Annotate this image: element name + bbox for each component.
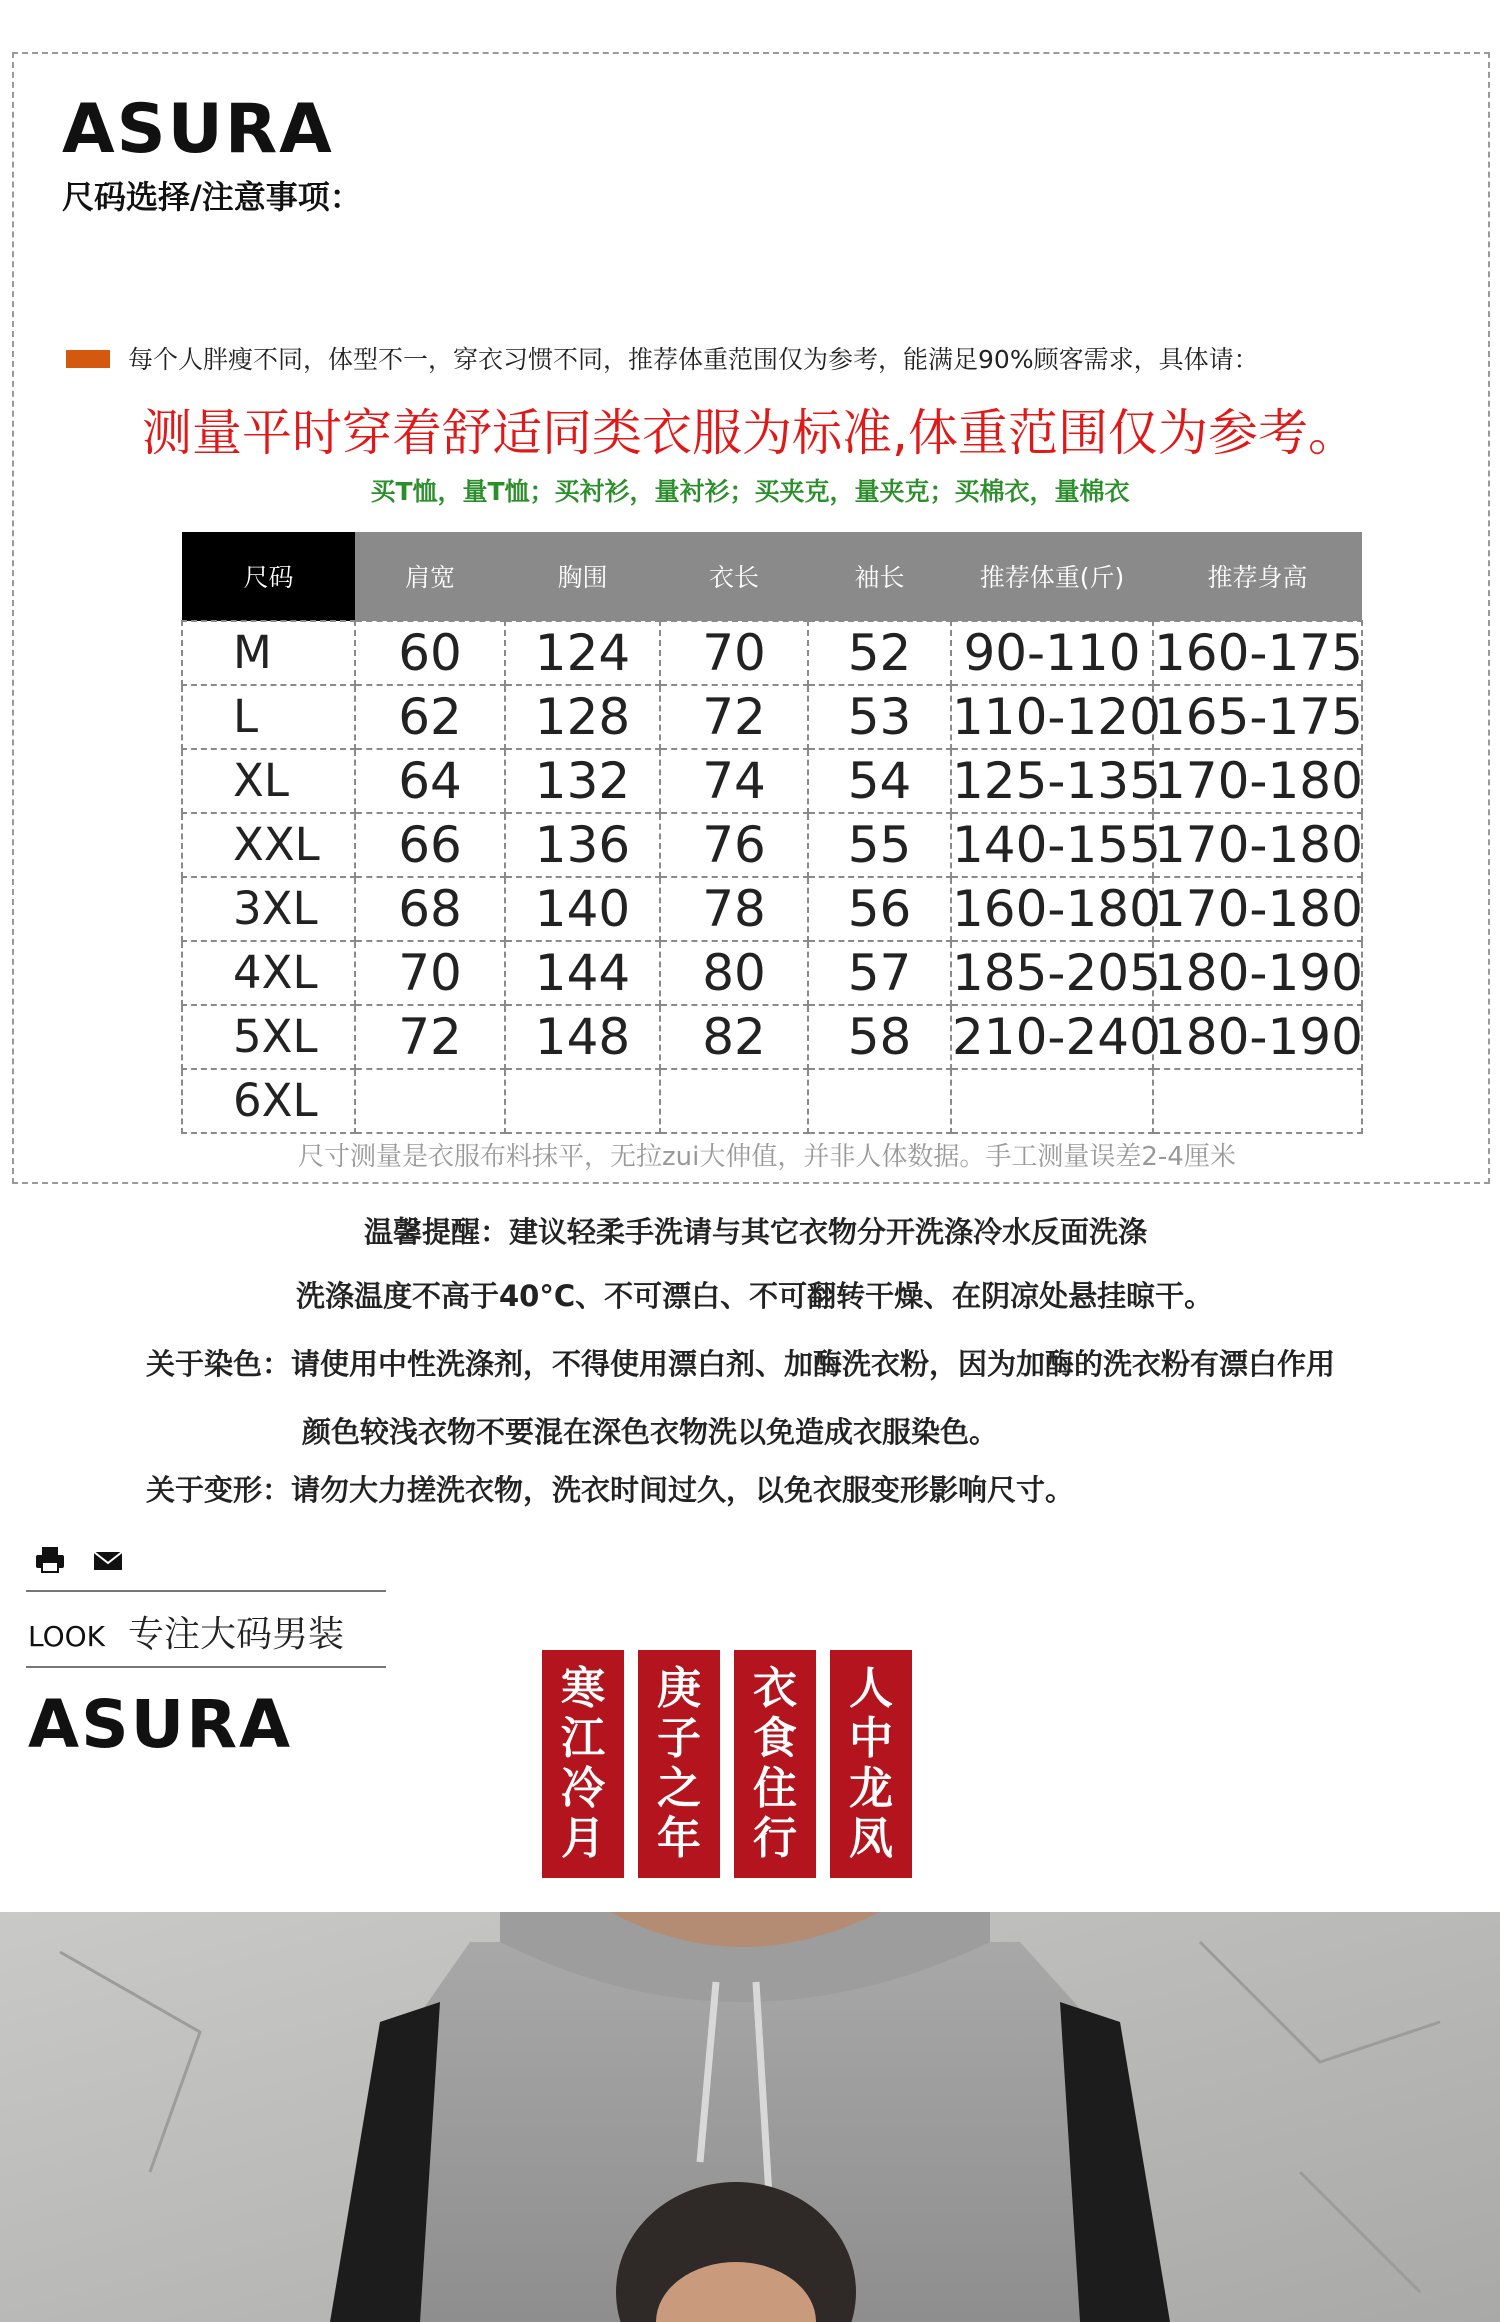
brand-logo-bottom: ASURA — [28, 1686, 293, 1763]
table-cell: 70 — [660, 621, 808, 685]
care-tip-1: 温馨提醒：建议轻柔手洗请与其它衣物分开洗涤冷水反面洗涤 — [364, 1215, 1148, 1249]
table-cell — [660, 1069, 808, 1133]
model-photo — [0, 1912, 1500, 2322]
care-tip-3: 关于染色：请使用中性洗涤剂，不得使用漂白剂、加酶洗衣粉，因为加酶的洗衣粉有漂白作用 — [146, 1347, 1336, 1381]
table-cell: 128 — [505, 685, 660, 749]
table-cell: 160-175 — [1153, 621, 1362, 685]
table-cell: 170-180 — [1153, 749, 1362, 813]
table-header-cell: 袖长 — [808, 532, 951, 621]
table-cell: 57 — [808, 941, 951, 1005]
table-cell: 70 — [355, 941, 505, 1005]
table-cell: 80 — [660, 941, 808, 1005]
table-row — [182, 1069, 1362, 1133]
table-header-cell: 尺码 — [182, 532, 355, 621]
table-cell: 64 — [355, 749, 505, 813]
table-cell — [951, 1069, 1153, 1133]
table-cell: 185-205 — [951, 941, 1153, 1005]
table-cell: 78 — [660, 877, 808, 941]
table-cell: 140-155 — [951, 813, 1153, 877]
table-cell: 124 — [505, 621, 660, 685]
table-cell — [505, 1069, 660, 1133]
brand-logo-top: ASURA — [62, 90, 334, 169]
table-cell: 58 — [808, 1005, 951, 1069]
table-cell: 76 — [660, 813, 808, 877]
table-header-cell: 胸围 — [505, 532, 660, 621]
brand-slogan: 专注大码男装 — [128, 1614, 345, 1655]
table-cell: XL — [182, 749, 355, 813]
table-cell: 74 — [660, 749, 808, 813]
measure-advice: 买T恤，量T恤；买衬衫，量衬衫；买夹克，量夹克；买棉衣，量棉衣 — [370, 477, 1130, 506]
table-cell: 55 — [808, 813, 951, 877]
table-cell: 52 — [808, 621, 951, 685]
table-cell: XXL — [182, 813, 355, 877]
table-cell: 210-240 — [951, 1005, 1153, 1069]
divider — [26, 1590, 386, 1592]
page-subtitle: 尺码选择/注意事项： — [62, 178, 362, 216]
table-cell: M — [182, 621, 355, 685]
care-tip-5: 关于变形：请勿大力搓洗衣物，洗衣时间过久，以免衣服变形影响尺寸。 — [146, 1473, 1075, 1507]
table-header-row — [182, 532, 1362, 621]
table-cell: 6XL — [182, 1069, 355, 1133]
table-cell: 56 — [808, 877, 951, 941]
table-row — [182, 813, 1362, 877]
table-cell: L — [182, 685, 355, 749]
table-cell: 4XL — [182, 941, 355, 1005]
table-header-cell: 推荐身高 — [1153, 532, 1362, 621]
measurement-disclaimer: 尺寸测量是衣服布料抹平，无拉zui大伸值，并非人体数据。手工测量误差2-4厘米 — [298, 1142, 1236, 1172]
seal-text: 人中龙凤 — [849, 1663, 893, 1864]
table-cell: 62 — [355, 685, 505, 749]
table-header-cell: 推荐体重(斤) — [951, 532, 1153, 621]
share-toolbar — [34, 1544, 144, 1580]
table-cell: 66 — [355, 813, 505, 877]
fit-note: 每个人胖瘦不同，体型不一，穿衣习惯不同，推荐体重范围仅为参考，能满足90%顾客需求，具体请： — [128, 345, 1259, 374]
table-cell: 140 — [505, 877, 660, 941]
table-cell: 68 — [355, 877, 505, 941]
table-row — [182, 685, 1362, 749]
table-cell: 72 — [355, 1005, 505, 1069]
table-cell — [355, 1069, 505, 1133]
seal-text: 庚子之年 — [657, 1663, 701, 1864]
measure-standard-note: 测量平时穿着舒适同类衣服为标准,体重范围仅为参考。 — [142, 404, 1358, 462]
table-cell: 180-190 — [1153, 941, 1362, 1005]
care-tip-4: 颜色较浅衣物不要混在深色衣物洗以免造成衣服染色。 — [302, 1415, 999, 1449]
table-cell: 136 — [505, 813, 660, 877]
seal-stamp — [734, 1650, 816, 1878]
table-row — [182, 877, 1362, 941]
table-row — [182, 1005, 1362, 1069]
seal-text: 衣食住行 — [753, 1663, 797, 1864]
table-row — [182, 749, 1362, 813]
table-cell — [808, 1069, 951, 1133]
table-cell: 60 — [355, 621, 505, 685]
table-cell: 90-110 — [951, 621, 1153, 685]
seal-stamp — [542, 1650, 624, 1878]
table-cell: 53 — [808, 685, 951, 749]
table-cell: 148 — [505, 1005, 660, 1069]
table-cell: 170-180 — [1153, 877, 1362, 941]
table-cell: 165-175 — [1153, 685, 1362, 749]
seal-text: 寒江冷月 — [561, 1663, 605, 1864]
table-cell: 180-190 — [1153, 1005, 1362, 1069]
note-marker-icon — [66, 350, 110, 368]
table-cell: 72 — [660, 685, 808, 749]
table-header-cell: 肩宽 — [355, 532, 505, 621]
table-cell: 160-180 — [951, 877, 1153, 941]
table-cell: 170-180 — [1153, 813, 1362, 877]
care-tip-2: 洗涤温度不高于40°C、不可漂白、不可翻转干燥、在阴凉处悬挂晾干。 — [296, 1279, 1214, 1313]
seal-stamp — [830, 1650, 912, 1878]
table-cell: 3XL — [182, 877, 355, 941]
table-cell: 5XL — [182, 1005, 355, 1069]
table-cell: 125-135 — [951, 749, 1153, 813]
table-cell: 54 — [808, 749, 951, 813]
table-cell: 132 — [505, 749, 660, 813]
mail-icon[interactable] — [94, 1552, 122, 1570]
table-row — [182, 621, 1362, 685]
look-label: LOOK — [28, 1620, 106, 1653]
size-chart-table — [181, 532, 1363, 1134]
divider — [26, 1666, 386, 1668]
table-cell: 82 — [660, 1005, 808, 1069]
table-row — [182, 941, 1362, 1005]
table-header-cell: 衣长 — [660, 532, 808, 621]
printer-icon[interactable] — [36, 1547, 64, 1572]
table-cell: 110-120 — [951, 685, 1153, 749]
table-cell: 144 — [505, 941, 660, 1005]
table-cell — [1153, 1069, 1362, 1133]
seal-stamp — [638, 1650, 720, 1878]
